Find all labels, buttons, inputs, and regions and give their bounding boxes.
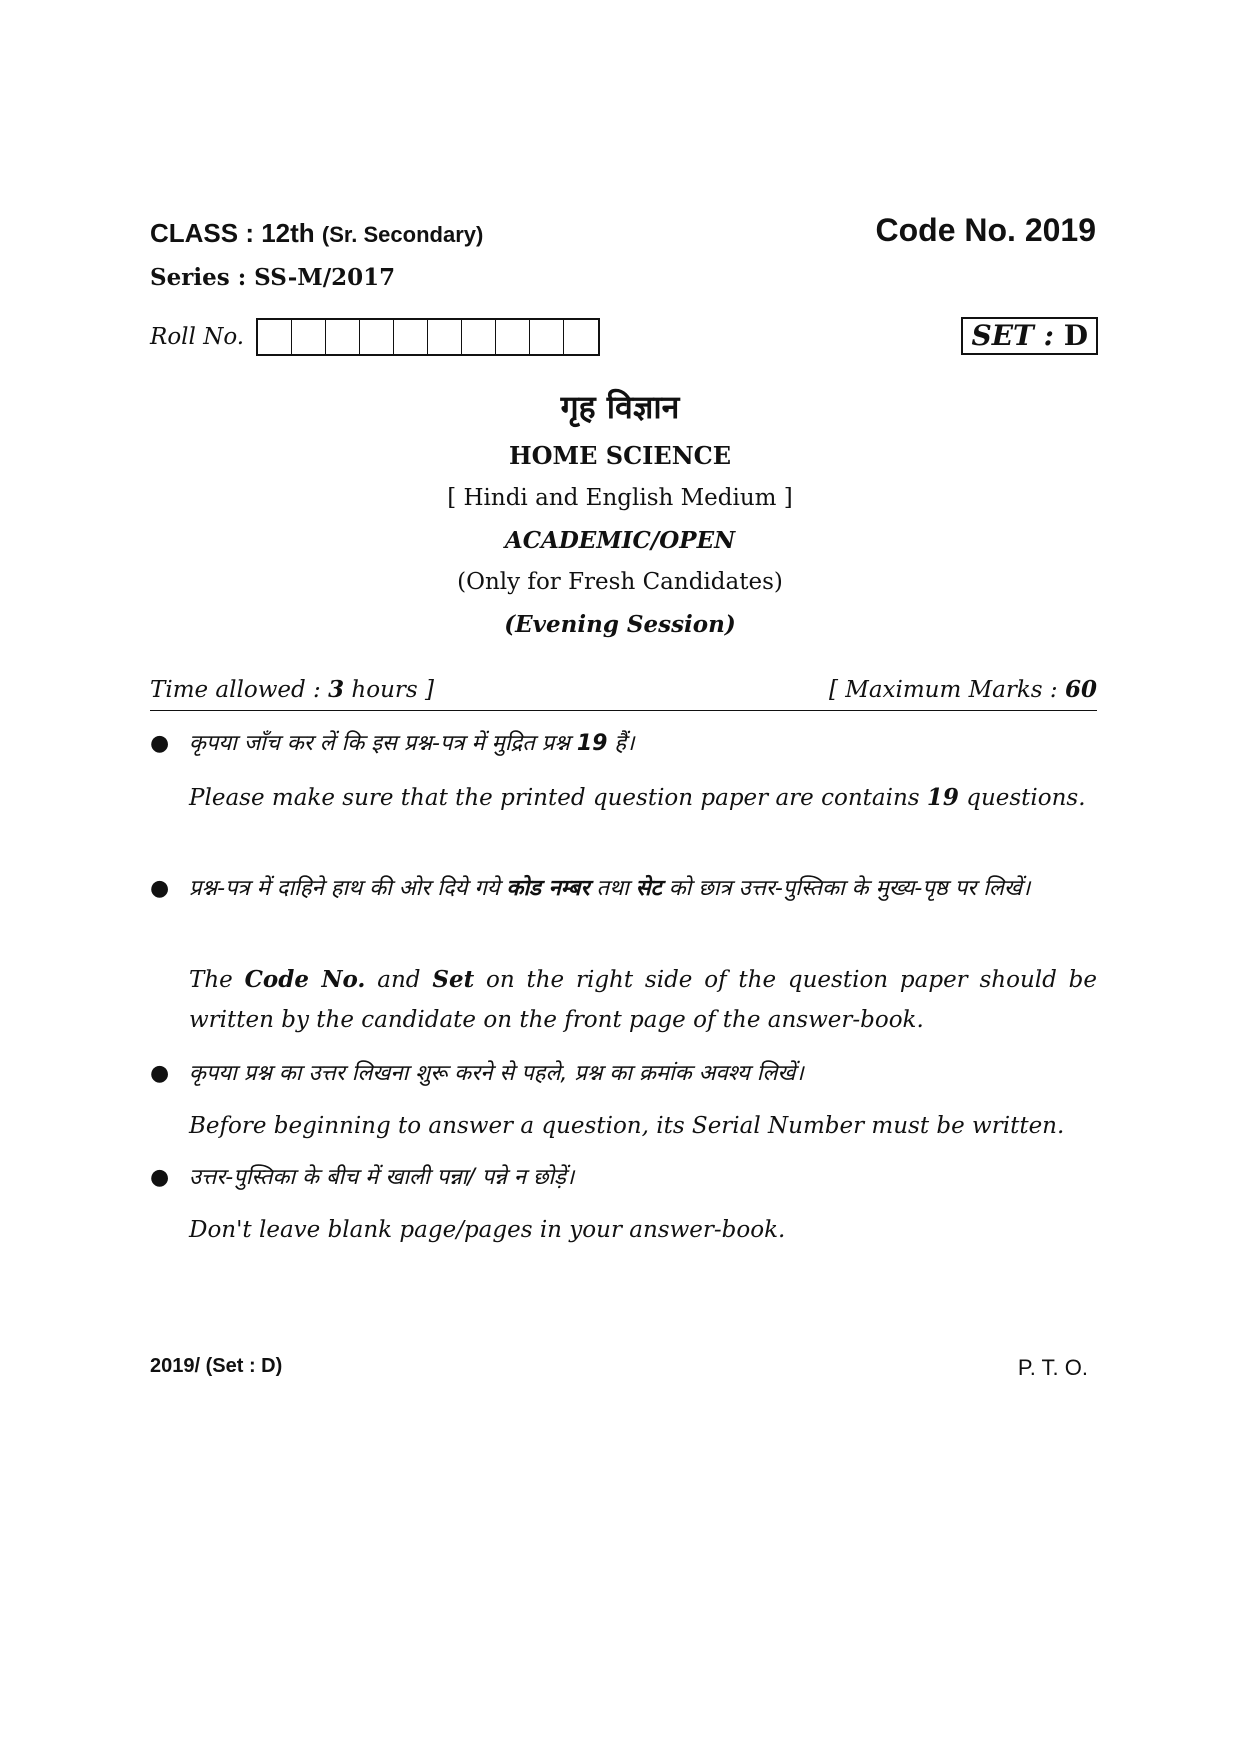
roll-number-box — [428, 320, 462, 354]
time-prefix: Time allowed : — [150, 677, 329, 703]
roll-number-box — [326, 320, 360, 354]
instruction-4-hindi: उत्तर-पुस्तिका के बीच में खाली पन्ना/ पन्ने न छोड़ें। — [189, 1165, 575, 1190]
instruction-3-english: Before beginning to answer a question, its Serial Number must be written. — [189, 1113, 1065, 1139]
text: Please make sure that the printed question paper are contains — [189, 785, 927, 811]
time-suffix: hours ] — [344, 677, 434, 703]
instruction-1-hindi — [189, 724, 1097, 764]
text: The — [189, 967, 245, 993]
set-term: सेट — [635, 876, 662, 901]
set-prefix: SET : — [971, 319, 1064, 352]
instruction-2-hindi — [189, 869, 1097, 909]
roll-number-box — [462, 320, 496, 354]
roll-number-box — [292, 320, 326, 354]
roll-number-box — [360, 320, 394, 354]
time-value: 3 — [328, 676, 345, 703]
roll-number-boxes — [256, 318, 600, 356]
set-box — [961, 317, 1098, 355]
please-turn-over: P. T. O. — [1017, 1355, 1088, 1380]
instruction-4-english: Don't leave blank page/pages in your answer-book. — [189, 1217, 786, 1243]
time-allowed — [150, 676, 434, 703]
bullet-icon: ● — [150, 731, 170, 756]
text: and — [365, 967, 433, 993]
session-label: (Evening Session) — [504, 611, 736, 638]
stream-label: ACADEMIC/OPEN — [504, 527, 736, 554]
series-label: Series : SS-M/2017 — [150, 264, 396, 291]
class-sub: (Sr. Secondary) — [321, 222, 484, 247]
code-number-term: कोड नम्बर — [506, 876, 590, 901]
time-marks-row — [150, 676, 1097, 711]
text: प्रश्न-पत्र में दाहिने हाथ की ओर दिये गये — [189, 876, 507, 901]
code-number: Code No. 2019 — [875, 212, 1096, 248]
instruction-2-english — [189, 960, 1097, 1040]
hindi-title: गृह विज्ञान — [560, 388, 680, 426]
roll-number-box — [530, 320, 564, 354]
footer-code-set: 2019/ (Set : D) — [150, 1355, 283, 1377]
roll-number-box — [496, 320, 530, 354]
roll-number-label: Roll No. — [150, 324, 245, 350]
medium-label: [ Hindi and English Medium ] — [447, 485, 793, 511]
text: को छात्र उत्तर-पुस्तिका के मुख्य-पृष्ठ पर लिखें। — [661, 876, 1031, 901]
set-term: Set — [432, 966, 475, 993]
set-value: D — [1063, 319, 1088, 352]
text: हैं। — [607, 731, 635, 756]
question-count: 19 — [926, 784, 959, 811]
roll-number-box — [258, 320, 292, 354]
instruction-3-hindi: कृपया प्रश्न का उत्तर लिखना शुरू करने से पहले, प्रश्न का क्रमांक अवश्य लिखें। — [189, 1061, 804, 1086]
class-main: CLASS : 12th — [150, 218, 315, 248]
question-count: 19 — [576, 731, 608, 756]
maximum-marks — [829, 676, 1097, 703]
instruction-1-english — [189, 778, 1097, 818]
roll-number-box — [564, 320, 598, 354]
text: questions. — [958, 785, 1086, 811]
roll-number-box — [394, 320, 428, 354]
class-label — [150, 218, 483, 249]
bullet-icon: ● — [150, 876, 170, 901]
code-number-term: Code No. — [244, 966, 366, 993]
text: on the right side of the question paper should be written by the candidate on the front page of the answer-book. — [189, 967, 1097, 1033]
marks-value: 60 — [1064, 676, 1097, 703]
bullet-icon: ● — [150, 1061, 170, 1086]
candidates-label: (Only for Fresh Candidates) — [457, 569, 783, 595]
bullet-icon: ● — [150, 1165, 170, 1190]
text: तथा — [589, 876, 636, 901]
english-title: HOME SCIENCE — [508, 441, 732, 470]
marks-prefix: [ Maximum Marks : — [828, 677, 1065, 703]
text: कृपया जाँच कर लें कि इस प्रश्न-पत्र में मुद्रित प्रश्न — [189, 731, 577, 756]
